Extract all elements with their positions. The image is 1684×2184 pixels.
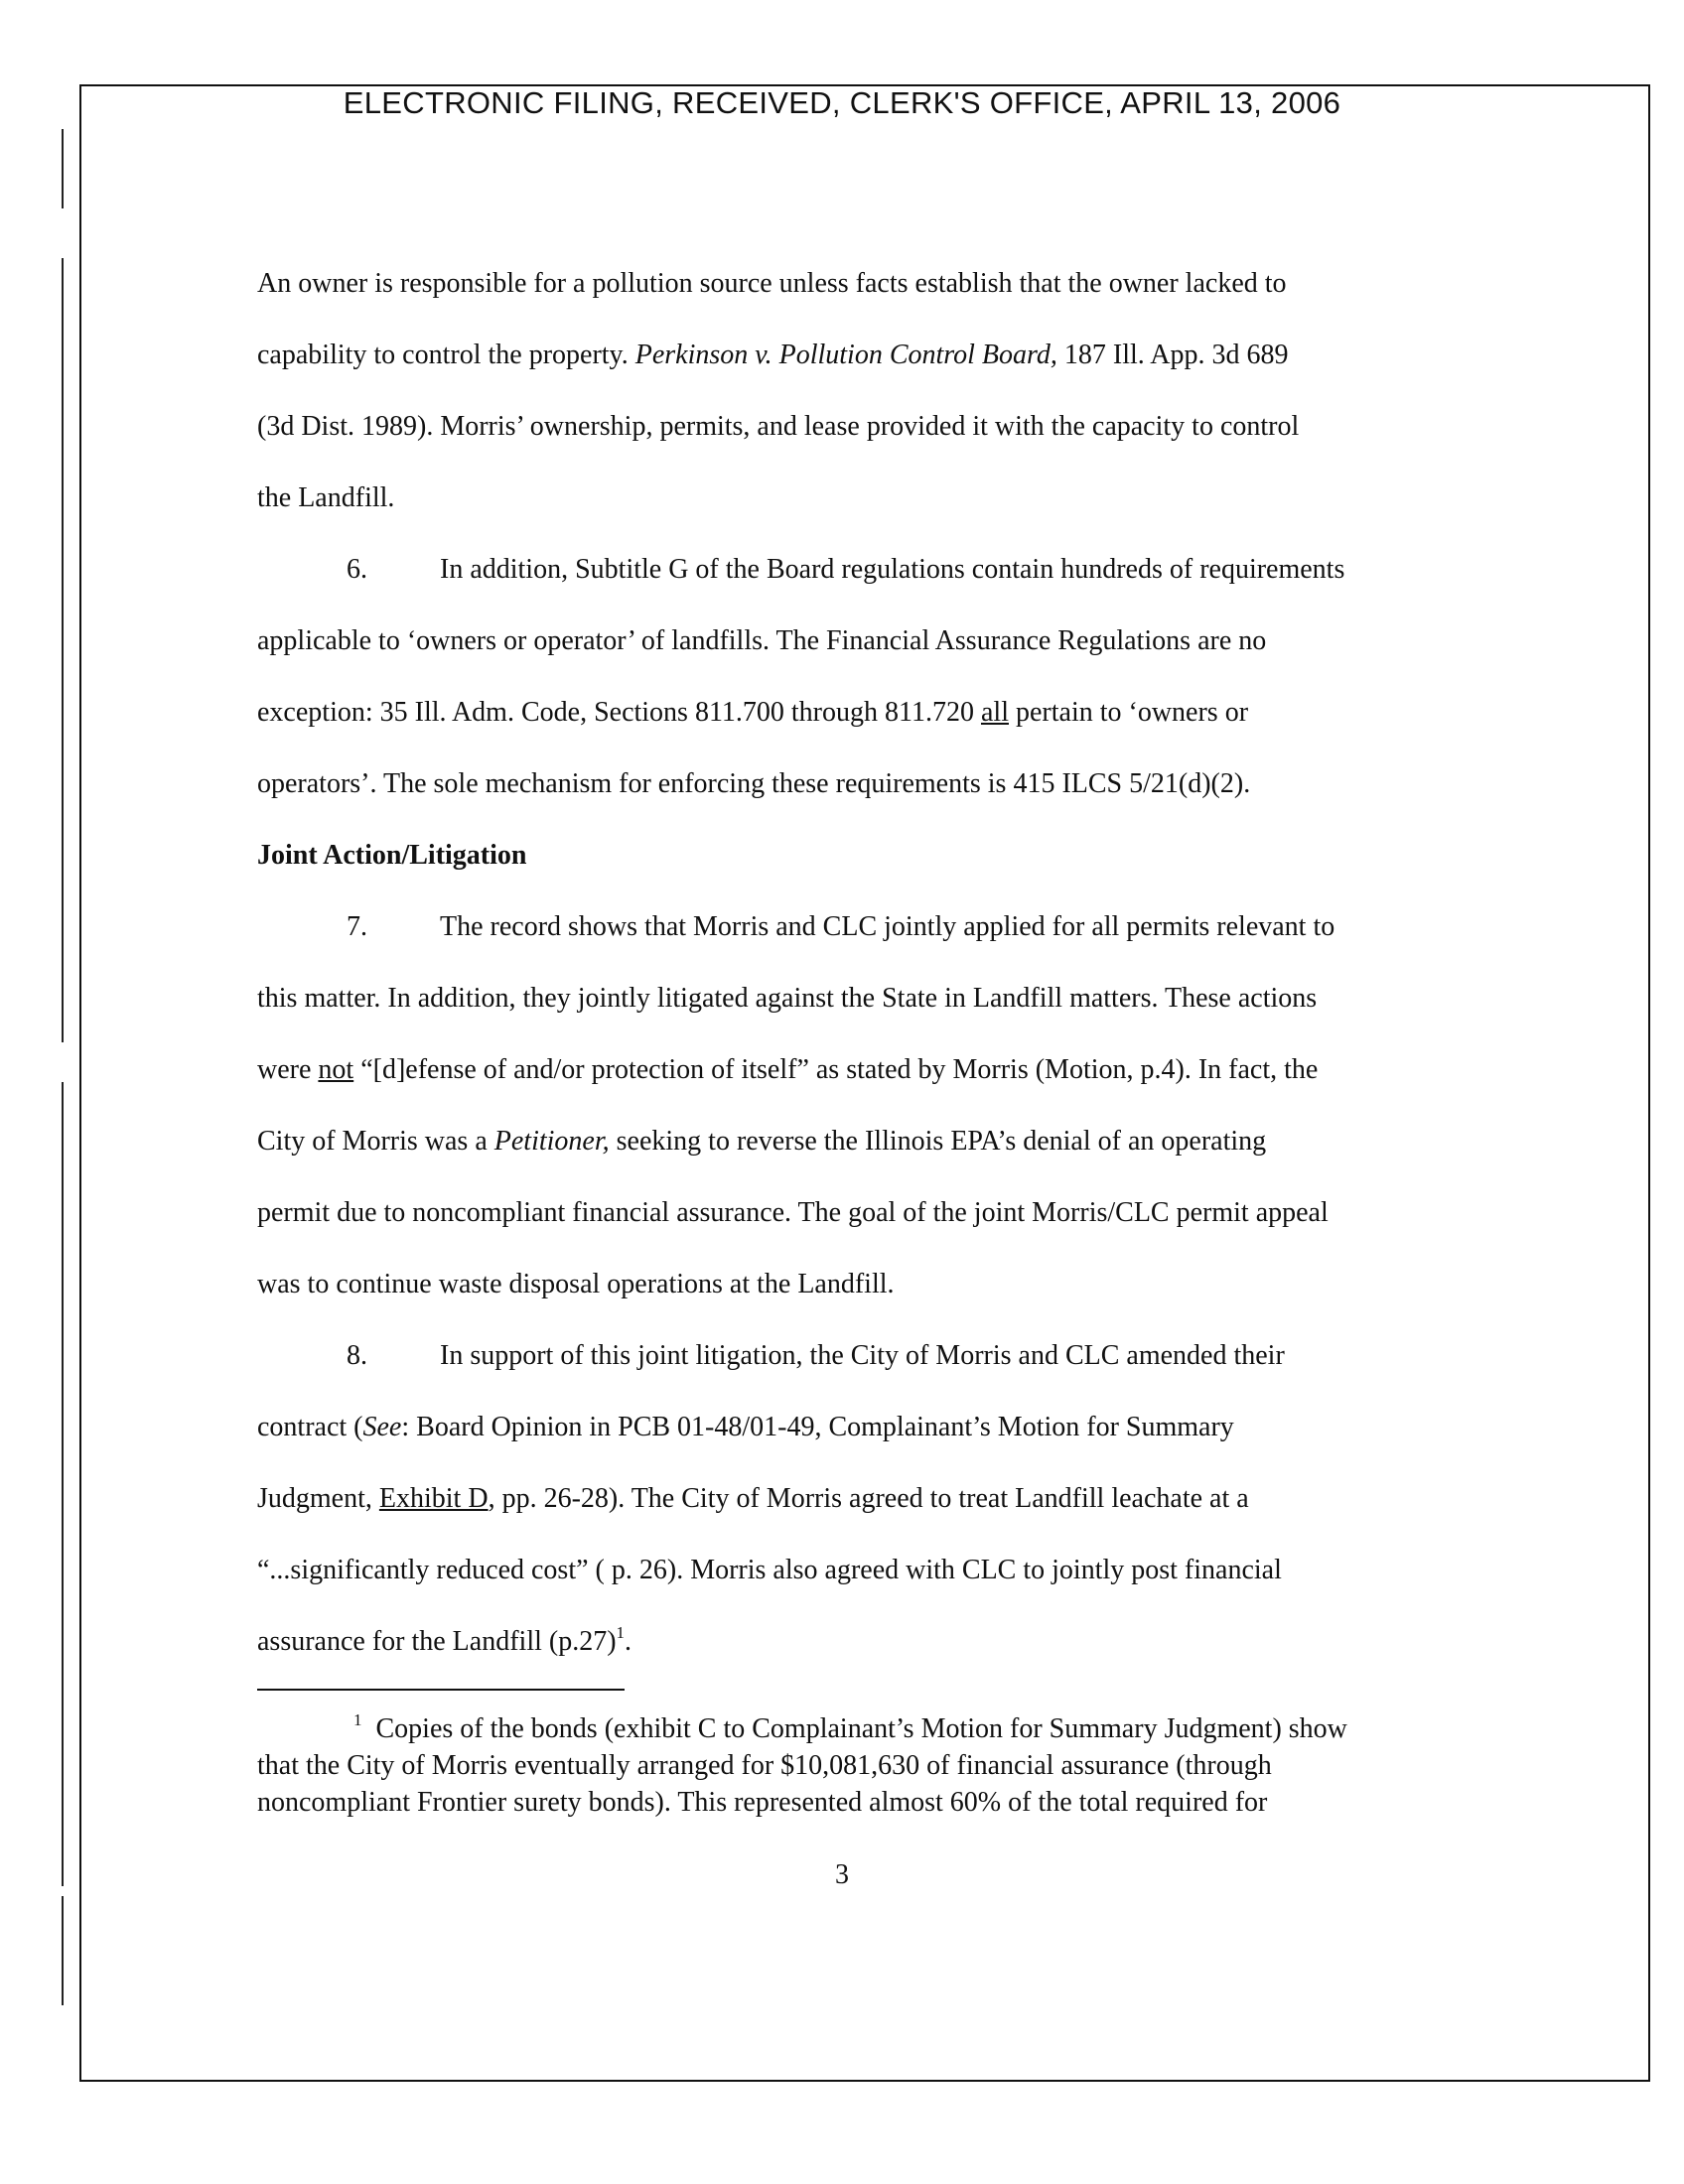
para-7-line-6: was to continue waste disposal operations at the Landfill. — [257, 1269, 895, 1299]
para-8-line-2-end: : Board Opinion in PCB 01-48/01-49, Complainant’s Motion for Summary — [401, 1412, 1234, 1442]
para-7-line-5: permit due to noncompliant financial assurance. The goal of the joint Morris/CLC permit appeal — [257, 1197, 1329, 1228]
intro-line-1: An owner is responsible for a pollution source unless facts establish that the owner lacked to — [257, 268, 1287, 299]
para-8-line-3-start: Judgment, — [257, 1483, 372, 1514]
para-7-line-3-start: were — [257, 1054, 312, 1085]
para-6-line-3-end: pertain to ‘owners or — [1015, 697, 1249, 728]
underlined-not: not — [318, 1054, 354, 1085]
intro-line-4: the Landfill. — [257, 482, 395, 513]
footnote-reference: 1 — [616, 1623, 626, 1642]
exhibit-d-underlined: Exhibit D — [378, 1483, 489, 1514]
para-6-line-4: operators’. The sole mechanism for enforcing these requirements is 415 ILCS 5/21(d)(2). — [257, 768, 1251, 799]
para-6-line-3-text: exception: 35 Ill. Adm. Code, Sections 811.700 through 811.720 — [257, 697, 974, 728]
para-8-line-4: “...significantly reduced cost” ( p. 26). Morris also agreed with CLC to jointly post financial — [257, 1555, 1282, 1585]
para-8-number: 8. — [347, 1340, 367, 1371]
para-7-number: 7. — [347, 911, 367, 942]
para-7-line-4 — [257, 1126, 1266, 1158]
para-7-line-3 — [257, 1054, 1318, 1086]
para-8-line-2 — [257, 1412, 1234, 1443]
margin-mark-3 — [62, 1082, 64, 1886]
para-8-line-5 — [257, 1623, 632, 1658]
para-8-line-3-end: , pp. 26-28). The City of Morris agreed to treat Landfill leachate at a — [488, 1483, 1249, 1514]
para-8-line-5-end: . — [625, 1626, 632, 1657]
para-8-line-1: In support of this joint litigation, the City of Morris and CLC amended their — [440, 1340, 1285, 1371]
footnote-line-1-text: Copies of the bonds (exhibit C to Complainant’s Motion for Summary Judgment) show — [375, 1713, 1347, 1744]
para-8-line-5-text: assurance for the Landfill (p.27) — [257, 1626, 617, 1657]
para-6-number: 6. — [347, 554, 367, 585]
para-7-line-4-start: City of Morris was a — [257, 1126, 488, 1157]
para-6-line-3 — [257, 697, 1248, 729]
margin-mark-4 — [62, 1896, 64, 2005]
petitioner-italic: Petitioner, — [493, 1126, 610, 1157]
footnote-marker: 1 — [353, 1710, 362, 1729]
margin-mark-1 — [62, 129, 64, 208]
footnote-separator — [257, 1689, 625, 1691]
footnote-line-1 — [353, 1710, 1347, 1745]
footnote-line-3: noncompliant Frontier surety bonds). This represented almost 60% of the total required for — [257, 1787, 1268, 1818]
intro-line-2-text: capability to control the property. — [257, 340, 629, 370]
margin-mark-2 — [62, 258, 64, 1042]
section-heading: Joint Action/Litigation — [257, 840, 527, 871]
filing-stamp: ELECTRONIC FILING, RECEIVED, CLERK'S OFFICE, APRIL 13, 2006 — [343, 85, 1341, 120]
intro-line-2-cite: 187 Ill. App. 3d 689 — [1063, 340, 1289, 370]
underlined-all: all — [980, 697, 1009, 728]
intro-line-2 — [257, 340, 1288, 371]
para-7-line-1: The record shows that Morris and CLC jointly applied for all permits relevant to — [440, 911, 1335, 942]
para-8-line-3 — [257, 1483, 1249, 1515]
para-8-line-2-start: contract ( — [257, 1412, 363, 1442]
para-7-line-2: this matter. In addition, they jointly litigated against the State in Landfill matters. These actions — [257, 983, 1318, 1014]
para-6-line-1: In addition, Subtitle G of the Board regulations contain hundreds of requirements — [440, 554, 1345, 585]
para-7-line-3-end: “[d]efense of and/or protection of itself” as stated by Morris (Motion, p.4). In fact, the — [360, 1054, 1319, 1085]
page-number: 3 — [835, 1859, 849, 1890]
intro-line-3: (3d Dist. 1989). Morris’ ownership, permits, and lease provided it with the capacity to control — [257, 411, 1300, 442]
footnote-line-2: that the City of Morris eventually arranged for $10,081,630 of financial assurance (through — [257, 1750, 1272, 1781]
para-6-line-2: applicable to ‘owners or operator’ of landfills. The Financial Assurance Regulations are no — [257, 625, 1267, 656]
case-citation: Perkinson v. Pollution Control Board, — [634, 340, 1057, 370]
para-7-line-4-end: seeking to reverse the Illinois EPA’s denial of an operating — [616, 1126, 1267, 1157]
see-italic: See — [362, 1412, 402, 1442]
